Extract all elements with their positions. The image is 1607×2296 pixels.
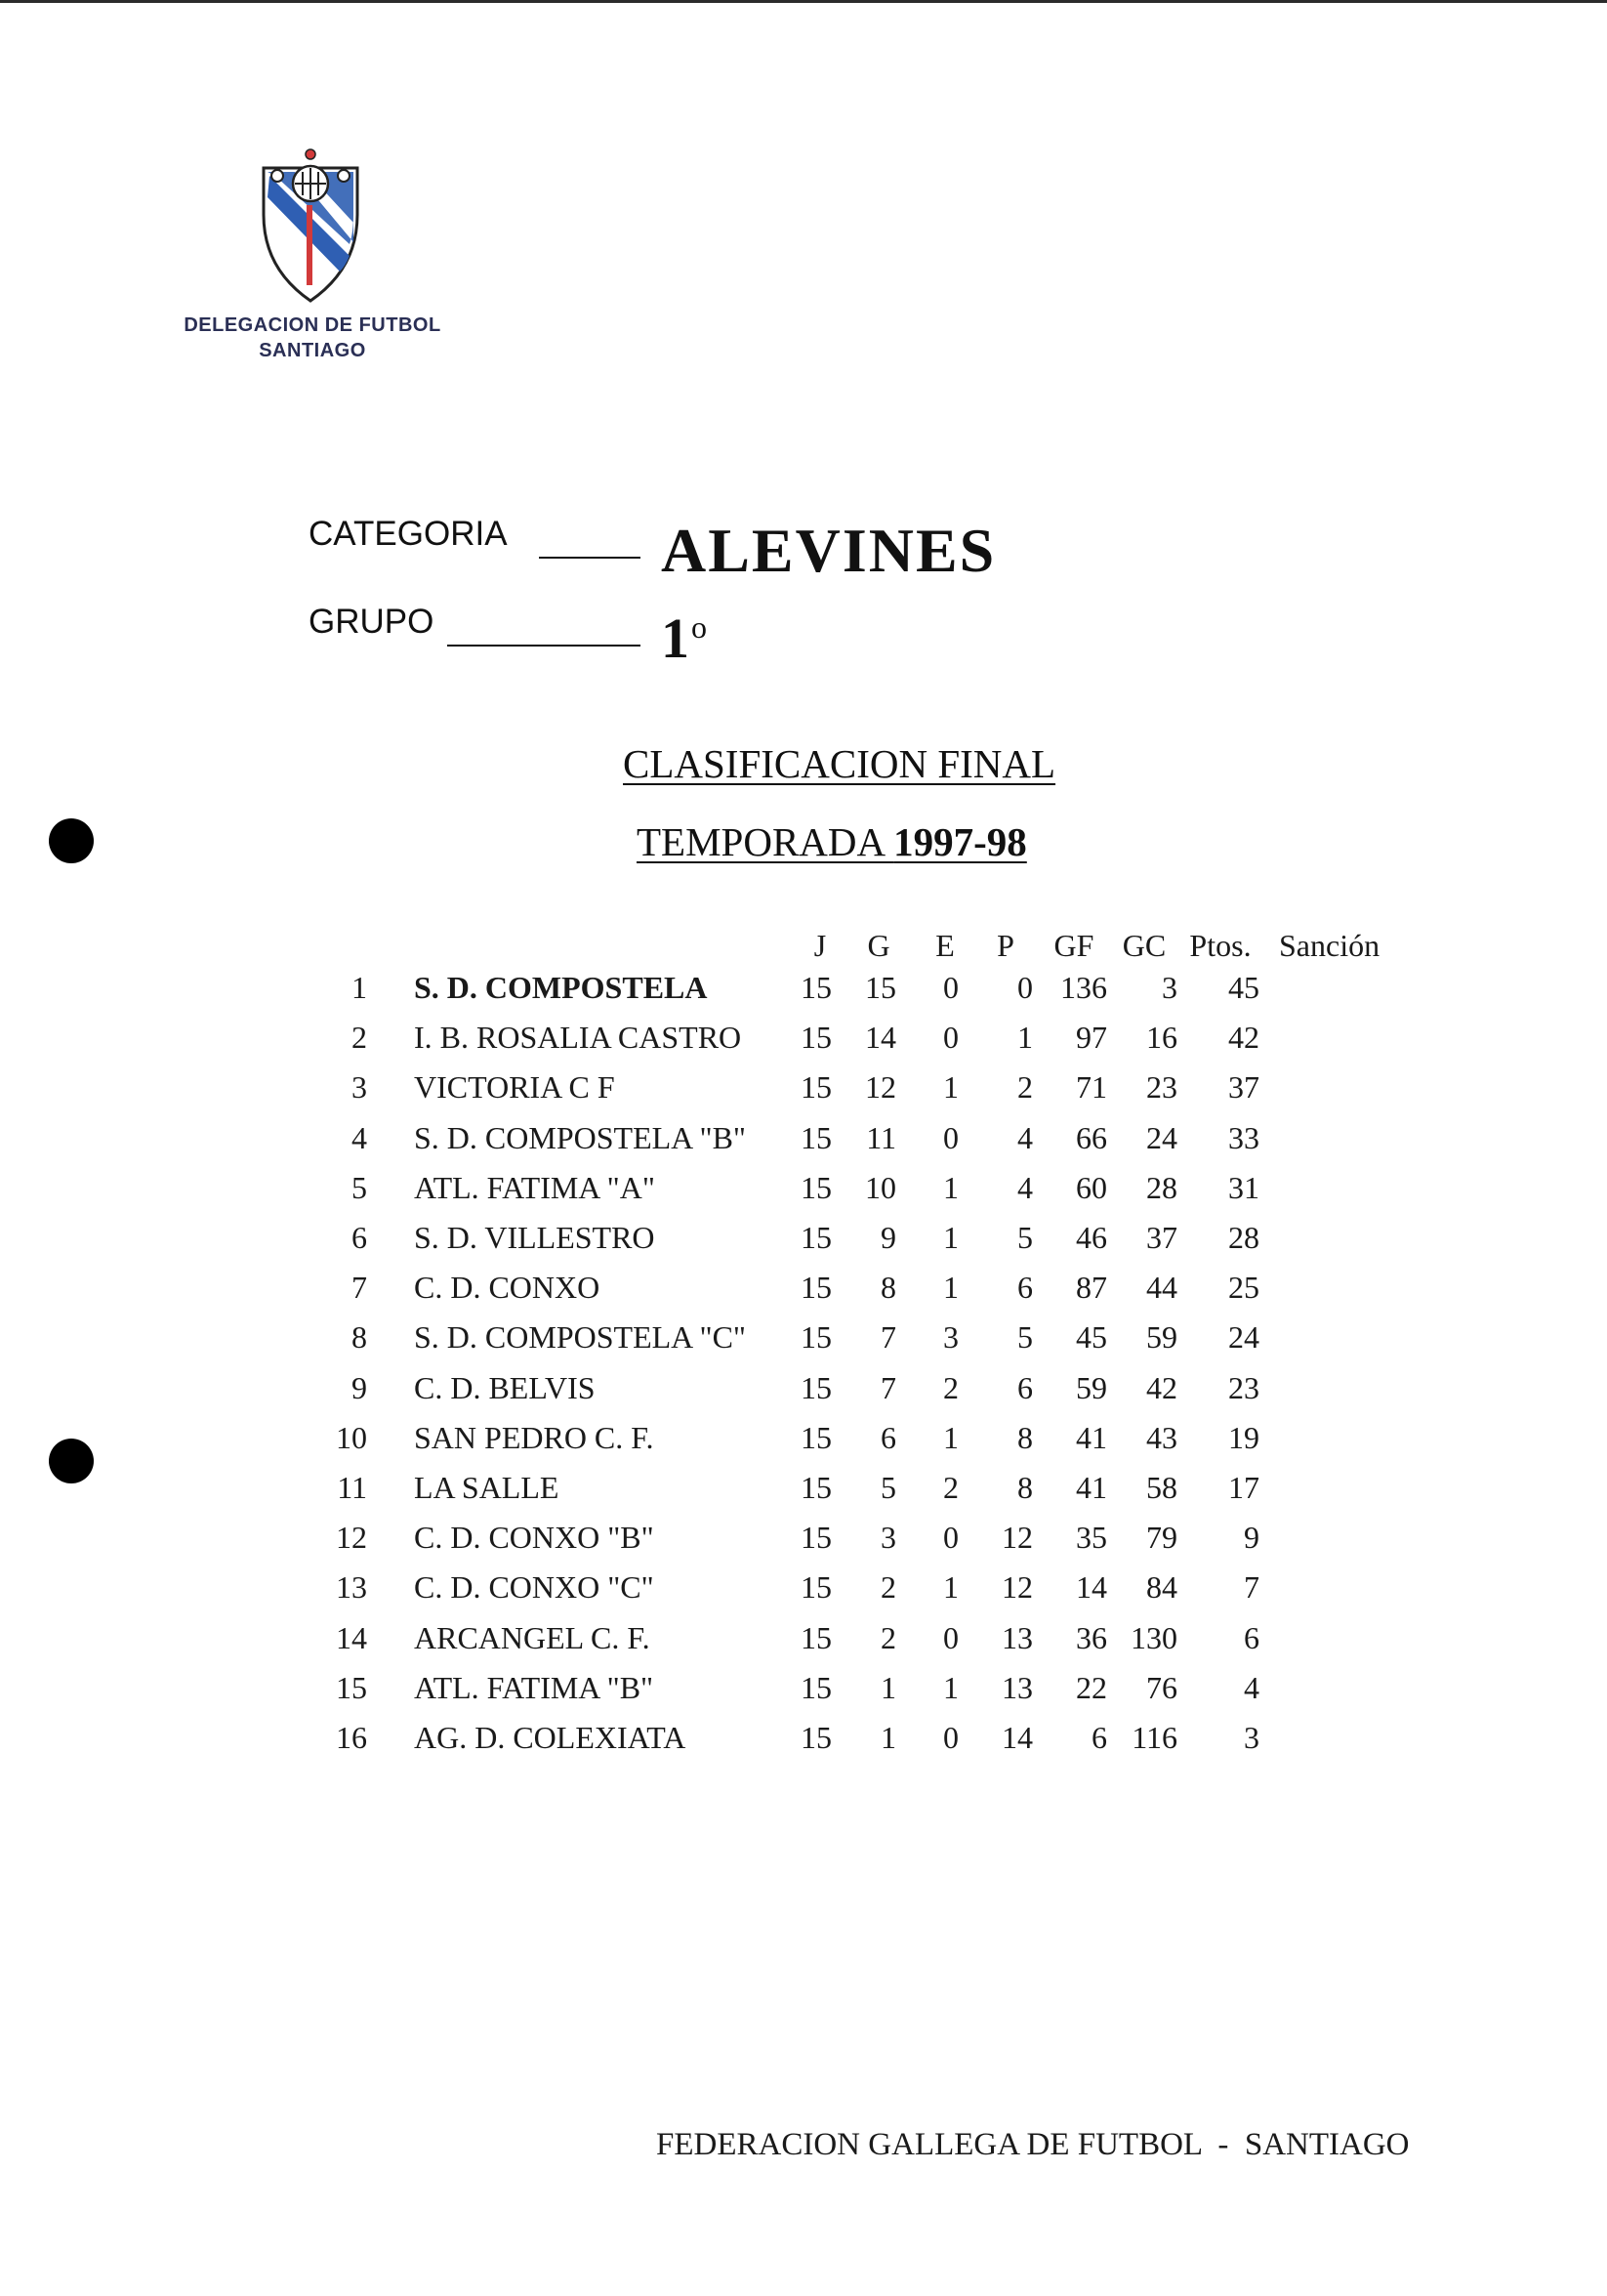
cell-gf: 87	[1076, 1270, 1107, 1306]
cell-pts: 25	[1228, 1270, 1259, 1306]
grupo-value	[661, 605, 707, 671]
cell-gf: 35	[1076, 1520, 1107, 1556]
cell-j: 15	[801, 1419, 832, 1455]
cell-team: ATL. FATIMA "A"	[414, 1169, 655, 1205]
cell-pos: 13	[336, 1569, 367, 1606]
cell-team: S. D. COMPOSTELA	[414, 970, 708, 1005]
cell-team: S. D. COMPOSTELA "B"	[414, 1119, 746, 1155]
cell-g: 10	[865, 1169, 896, 1205]
cell-p: 8	[1017, 1470, 1033, 1505]
cell-p: 0	[1017, 970, 1033, 1005]
cell-gc: 37	[1146, 1220, 1177, 1255]
cell-team: I. B. ROSALIA CASTRO	[414, 1020, 742, 1056]
cell-e: 2	[943, 1369, 959, 1405]
cell-e: 1	[943, 1169, 959, 1205]
cell-team: LA SALLE	[414, 1470, 559, 1505]
cell-gc: 42	[1146, 1369, 1177, 1405]
cell-gc: 116	[1132, 1720, 1177, 1755]
cell-pts: 7	[1244, 1569, 1259, 1606]
cell-e: 2	[943, 1470, 959, 1505]
cell-gf: 22	[1076, 1669, 1107, 1705]
cell-g: 1	[881, 1720, 896, 1755]
grupo-ordinal: o	[691, 608, 707, 645]
cell-pts: 6	[1244, 1619, 1259, 1655]
cell-pts: 24	[1228, 1319, 1259, 1356]
cell-j: 15	[801, 1619, 832, 1655]
cell-j: 15	[801, 1520, 832, 1556]
col-header-pts: Ptos.	[1189, 928, 1252, 963]
cell-team: SAN PEDRO C. F.	[414, 1419, 654, 1455]
cell-gf: 41	[1076, 1419, 1107, 1455]
footer-city: SANTIAGO	[1244, 2127, 1410, 2162]
cell-e: 0	[943, 1119, 959, 1155]
grupo-underline	[447, 645, 640, 647]
cell-gf: 46	[1076, 1220, 1107, 1255]
cell-pos: 16	[336, 1720, 367, 1755]
cell-e: 1	[943, 1220, 959, 1255]
cell-p: 6	[1017, 1270, 1033, 1306]
cell-gc: 59	[1146, 1319, 1177, 1356]
cell-gf: 71	[1076, 1069, 1107, 1106]
cell-j: 15	[801, 1319, 832, 1356]
cell-p: 13	[1002, 1669, 1033, 1705]
cell-pos: 7	[351, 1270, 367, 1306]
top-border-line	[0, 0, 1607, 3]
cell-team: VICTORIA C F	[414, 1069, 615, 1106]
cell-j: 15	[801, 1020, 832, 1056]
cell-team: AG. D. COLEXIATA	[414, 1720, 686, 1755]
cell-team: C. D. BELVIS	[414, 1369, 596, 1405]
cell-team: C. D. CONXO	[414, 1270, 600, 1306]
cell-team: ARCANGEL C. F.	[414, 1619, 650, 1655]
cell-pts: 33	[1228, 1119, 1259, 1155]
organization-line-2: SANTIAGO	[259, 340, 366, 361]
cell-gc: 16	[1146, 1020, 1177, 1056]
cell-gc: 58	[1146, 1470, 1177, 1505]
cell-p: 13	[1002, 1619, 1033, 1655]
cell-pos: 6	[351, 1220, 367, 1255]
cell-gf: 136	[1060, 970, 1107, 1005]
cell-j: 15	[801, 1569, 832, 1606]
punch-hole-top	[49, 818, 94, 863]
footer-separator: -	[1217, 2127, 1229, 2162]
categoria-label: CATEGORIA	[309, 515, 508, 553]
cell-p: 8	[1017, 1419, 1033, 1455]
cell-team: C. D. CONXO "B"	[414, 1520, 654, 1556]
cell-e: 0	[943, 1619, 959, 1655]
season-label: TEMPORADA	[637, 819, 894, 864]
cell-e: 3	[943, 1319, 959, 1356]
cell-j: 15	[801, 1169, 832, 1205]
cell-pts: 28	[1228, 1220, 1259, 1255]
punch-hole-bottom	[49, 1439, 94, 1483]
cell-p: 4	[1017, 1169, 1033, 1205]
cell-pos: 3	[351, 1069, 367, 1106]
cell-e: 0	[943, 1520, 959, 1556]
cell-pts: 9	[1244, 1520, 1259, 1556]
cell-g: 11	[866, 1119, 896, 1155]
cell-e: 1	[943, 1669, 959, 1705]
classification-title: CLASIFICACION FINAL	[623, 741, 1056, 786]
cell-g: 3	[881, 1520, 896, 1556]
cell-team: S. D. VILLESTRO	[414, 1220, 655, 1255]
cell-p: 4	[1017, 1119, 1033, 1155]
cell-g: 15	[865, 970, 896, 1005]
col-header-sancion: Sanción	[1279, 928, 1380, 963]
cell-gf: 59	[1076, 1369, 1107, 1405]
cell-g: 12	[865, 1069, 896, 1106]
cell-j: 15	[801, 1669, 832, 1705]
cell-e: 0	[943, 970, 959, 1005]
cell-gc: 44	[1146, 1270, 1177, 1306]
cell-pts: 45	[1228, 970, 1259, 1005]
cell-e: 1	[943, 1270, 959, 1306]
cell-g: 2	[881, 1569, 896, 1606]
cell-pts: 17	[1228, 1470, 1259, 1505]
cell-pos: 15	[336, 1669, 367, 1705]
cell-e: 1	[943, 1569, 959, 1606]
cell-pos: 14	[336, 1619, 367, 1655]
cell-gc: 43	[1146, 1419, 1177, 1455]
cell-j: 15	[801, 1220, 832, 1255]
federation-crest-logo	[256, 146, 365, 303]
cell-g: 5	[881, 1470, 896, 1505]
cell-gf: 45	[1076, 1319, 1107, 1356]
cell-g: 8	[881, 1270, 896, 1306]
col-header-gc: GC	[1122, 928, 1167, 963]
cell-pos: 5	[351, 1169, 367, 1205]
cell-gc: 84	[1146, 1569, 1177, 1606]
grupo-number: 1	[661, 606, 689, 670]
cell-gc: 24	[1146, 1119, 1177, 1155]
footer	[656, 2127, 1410, 2163]
cell-g: 1	[881, 1669, 896, 1705]
cell-pos: 2	[351, 1020, 367, 1056]
cell-j: 15	[801, 1270, 832, 1306]
season-year: 1997-98	[893, 819, 1027, 864]
cell-gc: 76	[1146, 1669, 1177, 1705]
cell-g: 14	[865, 1020, 896, 1056]
cell-gf: 97	[1076, 1020, 1107, 1056]
season-title	[637, 818, 1027, 865]
cell-p: 6	[1017, 1369, 1033, 1405]
cell-e: 0	[943, 1020, 959, 1056]
cell-gf: 6	[1092, 1720, 1107, 1755]
cell-j: 15	[801, 1069, 832, 1106]
cell-pos: 8	[351, 1319, 367, 1356]
col-header-e: E	[935, 928, 955, 963]
cell-p: 5	[1017, 1220, 1033, 1255]
cell-g: 7	[881, 1369, 896, 1405]
cell-gc: 23	[1146, 1069, 1177, 1106]
cell-e: 1	[943, 1419, 959, 1455]
cell-pos: 9	[351, 1369, 367, 1405]
footer-federation: FEDERACION GALLEGA DE FUTBOL	[656, 2127, 1202, 2162]
cell-gf: 60	[1076, 1169, 1107, 1205]
cell-gf: 36	[1076, 1619, 1107, 1655]
cell-gc: 28	[1146, 1169, 1177, 1205]
cell-gc: 3	[1162, 970, 1177, 1005]
cell-p: 12	[1002, 1520, 1033, 1556]
cell-j: 15	[801, 1119, 832, 1155]
organization-line-1: DELEGACION DE FUTBOL	[184, 314, 441, 336]
col-header-p: P	[997, 928, 1014, 963]
cell-pts: 37	[1228, 1069, 1259, 1106]
cell-gc: 79	[1146, 1520, 1177, 1556]
cell-team: S. D. COMPOSTELA "C"	[414, 1319, 746, 1356]
cell-p: 2	[1017, 1069, 1033, 1106]
cell-gf: 66	[1076, 1119, 1107, 1155]
categoria-value: ALEVINES	[661, 516, 997, 585]
cell-j: 15	[801, 1470, 832, 1505]
cell-gf: 14	[1076, 1569, 1107, 1606]
cell-g: 9	[881, 1220, 896, 1255]
col-header-g: G	[867, 928, 890, 963]
cell-pts: 3	[1244, 1720, 1259, 1755]
cell-p: 12	[1002, 1569, 1033, 1606]
cell-p: 5	[1017, 1319, 1033, 1356]
col-header-gf: GF	[1053, 928, 1094, 963]
cell-e: 0	[943, 1720, 959, 1755]
cell-j: 15	[801, 1369, 832, 1405]
cell-p: 14	[1002, 1720, 1033, 1755]
cell-pos: 4	[351, 1119, 367, 1155]
cell-pos: 10	[336, 1419, 367, 1455]
cell-pts: 42	[1228, 1020, 1259, 1056]
cell-g: 2	[881, 1619, 896, 1655]
cell-pts: 19	[1228, 1419, 1259, 1455]
cell-p: 1	[1017, 1020, 1033, 1056]
cell-pts: 23	[1228, 1369, 1259, 1405]
cell-pos: 12	[336, 1520, 367, 1556]
col-header-j: J	[813, 928, 827, 963]
cell-j: 15	[801, 1720, 832, 1755]
cell-team: ATL. FATIMA "B"	[414, 1669, 654, 1705]
grupo-label: GRUPO	[309, 603, 434, 641]
cell-g: 6	[881, 1419, 896, 1455]
cell-e: 1	[943, 1069, 959, 1106]
cell-pos: 1	[351, 970, 367, 1005]
cell-pos: 11	[337, 1470, 367, 1505]
cell-pts: 31	[1228, 1169, 1259, 1205]
organization-name	[166, 313, 459, 363]
cell-pts: 4	[1244, 1669, 1259, 1705]
cell-gf: 41	[1076, 1470, 1107, 1505]
cell-gc: 130	[1131, 1619, 1177, 1655]
categoria-underline	[539, 557, 640, 559]
cell-g: 7	[881, 1319, 896, 1356]
cell-j: 15	[801, 970, 832, 1005]
cell-team: C. D. CONXO "C"	[414, 1569, 654, 1606]
